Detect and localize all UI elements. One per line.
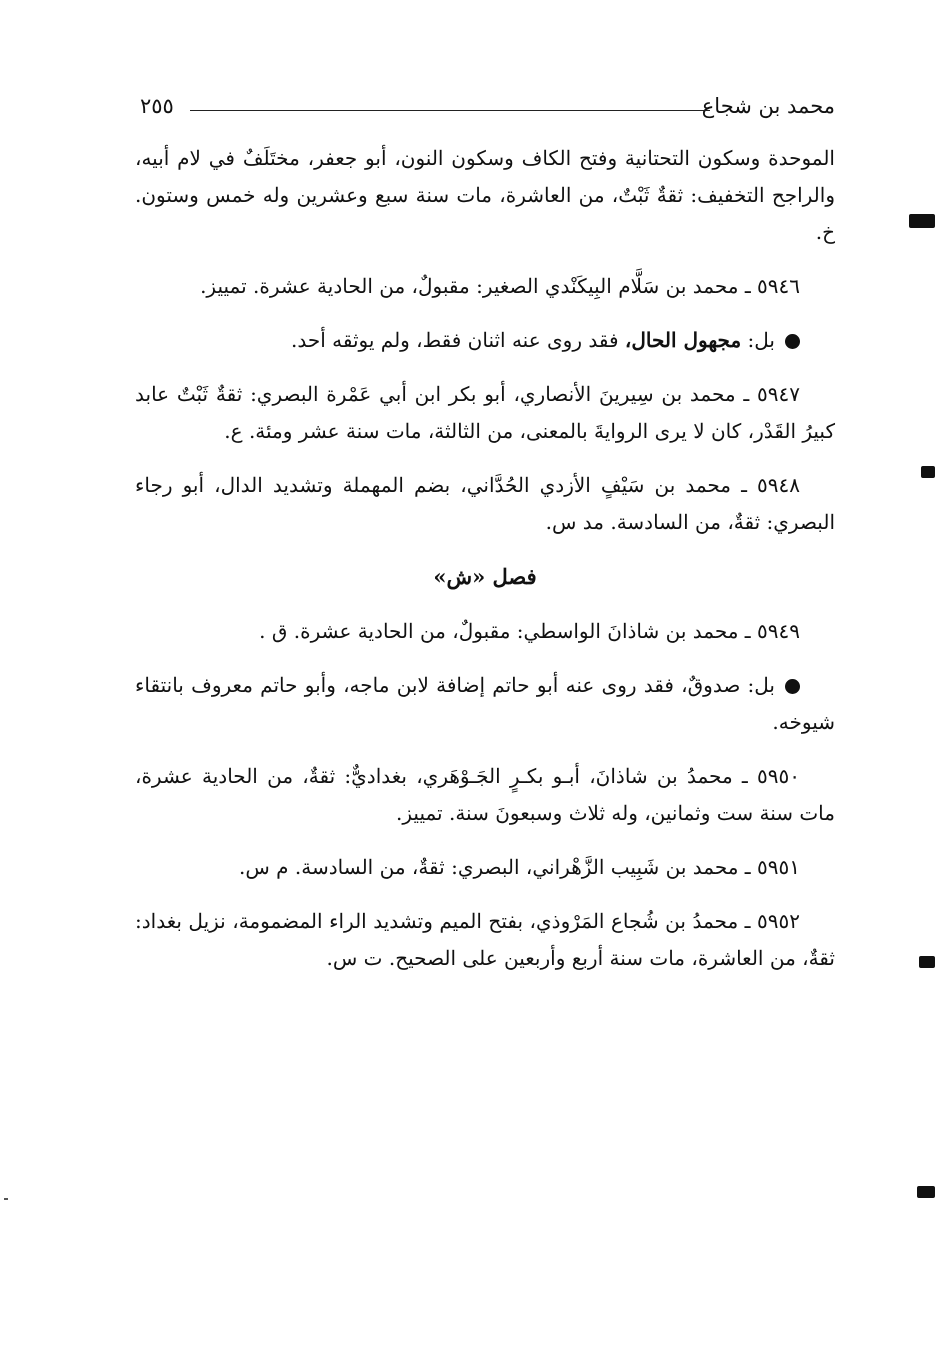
page-header <box>140 92 835 126</box>
scan-margin-mark <box>917 1186 935 1198</box>
entry-5948 <box>135 467 835 541</box>
entry-5947 <box>135 376 835 450</box>
paragraph-text: ٥٩٤٩ ـ محمد بن شاذانَ الواسطي: مقبولٌ، من الحادية عشرة. ق . <box>259 619 800 643</box>
entry-5950 <box>135 758 835 832</box>
section-heading: فصل «ش» <box>433 564 537 589</box>
commentary-bold: مجهول الحال، <box>624 328 742 352</box>
paragraph-text: ٥٩٥٠ ـ محمدُ بن شاذانَ، أبـو بكـرٍ الجَـوْهَري، بغداديٌّ: ثقةٌ، من الحادية عشرة، مات سنة ست وثمانين، وله ثلاث وسبعونَ سنة. تمييز. <box>135 764 835 825</box>
page-body <box>135 140 835 994</box>
paragraph-continued <box>135 140 835 251</box>
commentary-text: فقد روى عنه أبو حاتم إضافة لابن ماجه، وأبو حاتم معروف بانتقاء شيوخه. <box>135 673 835 734</box>
entry-5949 <box>135 613 835 650</box>
commentary-lead: بل: صدوقٌ، <box>673 673 775 697</box>
bullet-icon <box>785 679 800 694</box>
running-title: محمد بن شجاع <box>701 94 835 118</box>
scan-margin-mark <box>909 214 935 228</box>
commentary-note <box>135 667 835 741</box>
commentary-text: فقد روى عنه اثنان فقط، ولم يوثقه أحد. <box>290 328 625 352</box>
paragraph-text: ٥٩٥١ ـ محمد بن شَبِيب الزَّهْراني، البصري: ثقةٌ، من السادسة. م س. <box>239 855 800 879</box>
paragraph-text: ٥٩٤٦ ـ محمد بن سَلَّام البِيكَنْدي الصغير: مقبولٌ، من الحادية عشرة. تمييز. <box>200 274 800 298</box>
commentary-lead: بل: <box>741 328 775 352</box>
scan-edge-mark <box>4 1198 8 1200</box>
entry-5952 <box>135 903 835 977</box>
entry-5951 <box>135 849 835 886</box>
page-number: ٢٥٥ <box>140 94 174 118</box>
paragraph-text: الموحدة وسكون التحتانية وفتح الكاف وسكون النون، أبو جعفر، مختَلَفٌ في لام أبيه، والراجح التخفيف: ثقةٌ ثَبْتٌ، من العاشرة، مات سنة سبع وعشرين وله خمس وستون. خ. <box>135 146 835 244</box>
paragraph-text: ٥٩٤٨ ـ محمد بن سَيْفٍ الأزدي الحُدَّاني، بضم المهملة وتشديد الدال، أبو رجاء البصري: ثقةٌ، من السادسة. مد س. <box>135 473 835 534</box>
entry-5946 <box>135 268 835 305</box>
paragraph-text: ٥٩٥٢ ـ محمدُ بن شُجاع المَرْوذي، بفتح الميم وتشديد الراء المضمومة، نزيل بغداد: ثقةٌ، من العاشرة، مات سنة أربع وأربعين على الصحيح. ت س. <box>135 909 835 970</box>
bullet-icon <box>785 334 800 349</box>
scan-margin-mark <box>919 956 935 968</box>
scan-margin-mark <box>921 466 935 478</box>
commentary-note <box>135 322 835 359</box>
paragraph-text: ٥٩٤٧ ـ محمد بن سِيرينَ الأنصاري، أبو بكر ابن أبي عَمْرة البصري: ثقةٌ ثَبْتٌ عابد كبيرُ القَدْر، كان لا يرى الروايةَ بالمعنى، من الثالثة، مات سنة عشر ومئة. ع. <box>135 382 835 443</box>
header-rule <box>190 110 710 111</box>
